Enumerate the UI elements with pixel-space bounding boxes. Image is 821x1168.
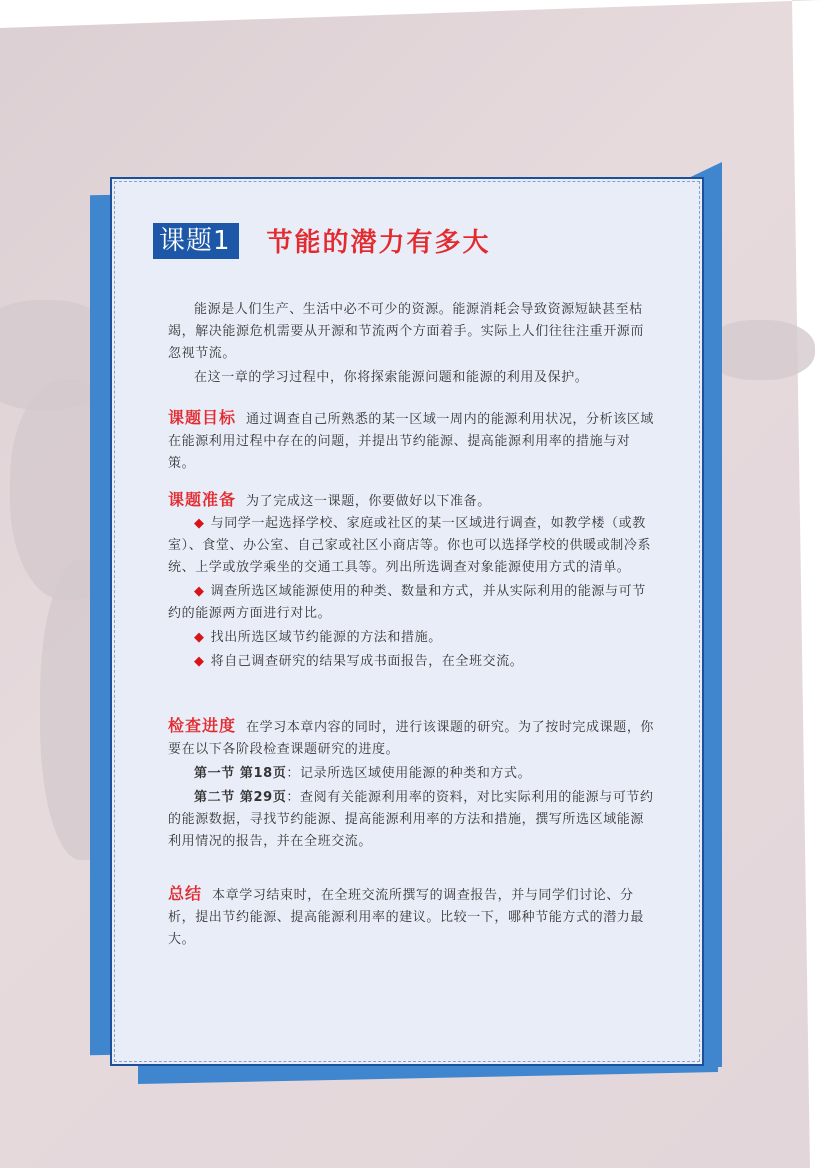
goal-text: 通过调查自己所熟悉的某一区域一周内的能源利用状况，分析该区域在能源利用过程中存在的问题，并提出节约能源、提高能源利用率的措施与对策。	[168, 412, 655, 471]
project-card	[110, 177, 704, 1066]
step-1-heading: 第一节 第18页	[194, 766, 287, 781]
progress-section	[168, 715, 656, 853]
list-item: ◆ 与同学一起选择学校、家庭或社区的某一区域进行调查，如教学楼（或教室）、食堂、办公室、自己家或社区小商店等。你也可以选择学校的供暖或制冷系统、上学或放学乘坐的交通工具等。列出所选调查对象能源使用方式的清单。	[168, 516, 652, 575]
goal-paragraph	[168, 407, 656, 475]
diamond-bullet-icon: ◆	[194, 654, 205, 669]
progress-paragraph	[168, 715, 656, 761]
diamond-bullet-icon: ◆	[194, 630, 205, 645]
step-2-text: ：查阅有关能源利用率的资料，对比实际利用的能源与可节约的能源数据，寻找节约能源、提高能源利用率的方法和措施，撰写所选区域能源利用情况的报告，并在全班交流。	[168, 790, 654, 849]
intro-section	[168, 299, 656, 389]
list-item: ◆ 调查所选区域能源使用的种类、数量和方式，并从实际利用的能源与可节约的能源两方面进行对比。	[168, 584, 646, 621]
list-item: ◆ 找出所选区域节约能源的方法和措施。	[194, 630, 442, 645]
progress-step-2	[168, 787, 656, 853]
project-number-badge: 课题1	[153, 223, 239, 259]
diamond-bullet-icon: ◆	[194, 584, 205, 599]
step-2-heading: 第二节 第29页	[194, 790, 287, 805]
prep-text: 为了完成这一课题，你要做好以下准备。	[246, 494, 491, 509]
list-item: ◆ 将自己调查研究的结果写成书面报告，在全班交流。	[194, 654, 524, 669]
page-title: 节能的潜力有多大	[266, 228, 491, 258]
summary-section	[168, 883, 656, 951]
prep-section	[168, 489, 656, 673]
prep-label: 课题准备	[168, 490, 237, 509]
prep-paragraph	[168, 489, 656, 513]
diamond-bullet-icon: ◆	[194, 516, 205, 531]
goal-label: 课题目标	[168, 408, 237, 427]
intro-paragraph: 在这一章的学习过程中，你将探索能源问题和能源的利用及保护。	[194, 370, 589, 385]
step-1-text: ：记录所选区域使用能源的种类和方式。	[286, 766, 532, 781]
summary-paragraph	[168, 883, 656, 951]
summary-text: 本章学习结束时，在全班交流所撰写的调查报告，并与同学们讨论、分析，提出节约能源、提高能源利用率的建议。比较一下，哪种节能方式的潜力最大。	[168, 888, 645, 947]
progress-label: 检查进度	[168, 716, 237, 735]
title-row	[153, 222, 491, 259]
summary-label: 总结	[168, 884, 203, 903]
intro-paragraph: 能源是人们生产、生活中必不可少的资源。能源消耗会导致资源短缺甚至枯竭，解决能源危机需要从开源和节流两个方面着手。实际上人们往往注重开源而忽视节流。	[168, 302, 645, 361]
progress-step-1	[168, 763, 656, 785]
goal-section	[168, 407, 656, 475]
progress-text: 在学习本章内容的同时，进行该课题的研究。为了按时完成课题，你要在以下各阶段检查课题研究的进度。	[168, 720, 655, 757]
